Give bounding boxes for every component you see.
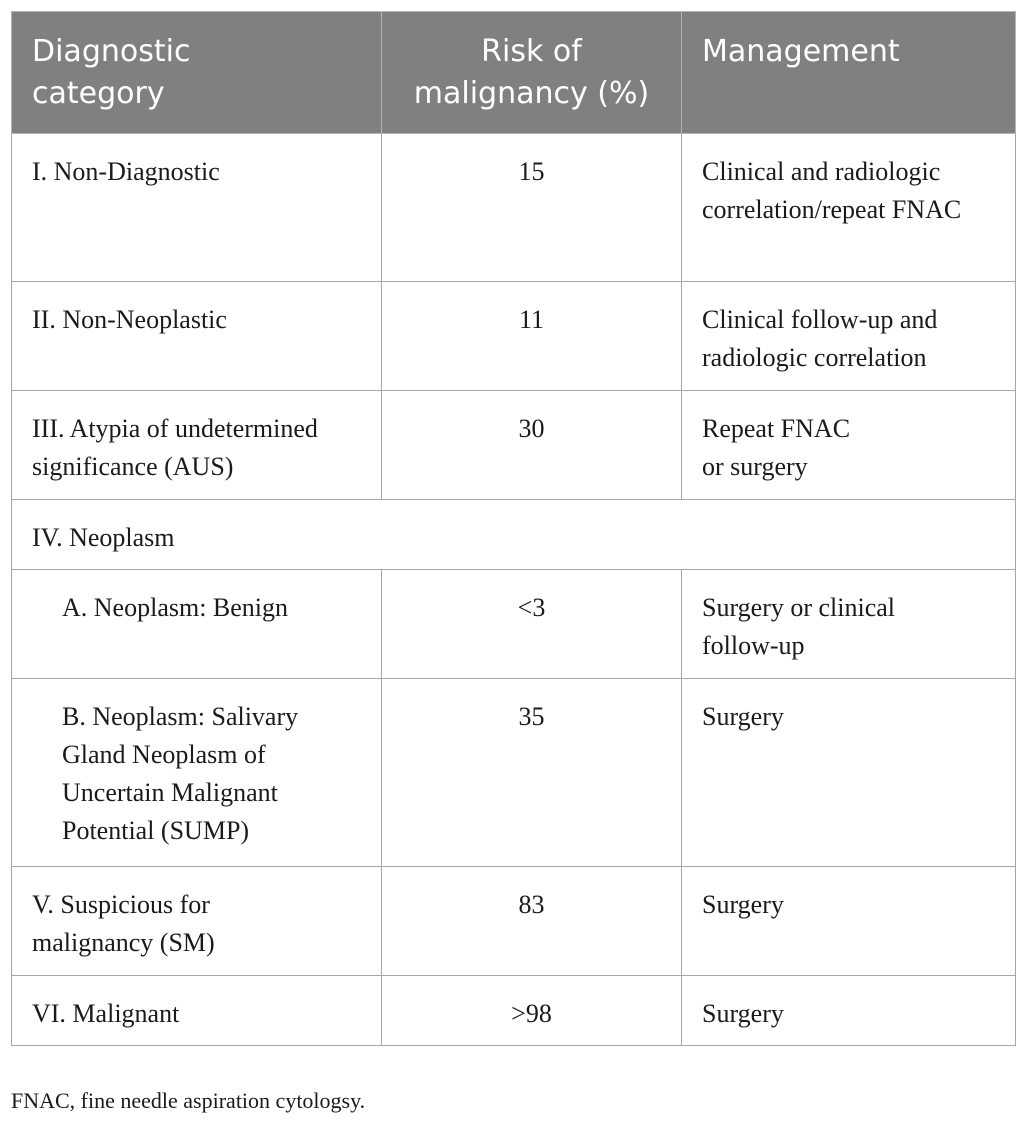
risk-cell: 35 [382,679,682,867]
table-row [12,570,1016,679]
category-cell: III. Atypia of undetermined significance (AUS) [12,391,382,500]
management-cell: Surgery or clinical follow-up [682,570,1016,679]
management-cell: Clinical and radiologic correlation/repeat FNAC [682,134,1016,282]
table-row [12,134,1016,282]
management-cell: Surgery [682,679,1016,867]
category-cell: A. Neoplasm: Benign [12,570,382,679]
risk-cell: 11 [382,282,682,391]
section-cell: IV. Neoplasm [12,500,1016,570]
table-row [12,679,1016,867]
management-cell: Repeat FNAC or surgery [682,391,1016,500]
risk-cell: <3 [382,570,682,679]
header-diagnostic-category: Diagnostic category [12,12,382,134]
table-row [12,867,1016,976]
risk-table [11,11,1016,1046]
management-cell: Surgery [682,976,1016,1046]
risk-cell: 30 [382,391,682,500]
management-cell: Surgery [682,867,1016,976]
table-header [12,12,1016,134]
header-management: Management [682,12,1016,134]
category-cell: I. Non-Diagnostic [12,134,382,282]
header-risk-of-malignancy: Risk of malignancy (%) [382,12,682,134]
category-cell: VI. Malignant [12,976,382,1046]
risk-cell: 83 [382,867,682,976]
category-cell: II. Non-Neoplastic [12,282,382,391]
management-cell: Clinical follow-up and radiologic correlation [682,282,1016,391]
risk-cell: >98 [382,976,682,1046]
table-footnote: FNAC, fine needle aspiration cytologsy. [11,1088,366,1113]
table-row [12,976,1016,1046]
table-row [12,500,1016,570]
category-cell: V. Suspicious for malignancy (SM) [12,867,382,976]
table-row [12,391,1016,500]
category-cell: B. Neoplasm: Salivary Gland Neoplasm of Uncertain Malignant Potential (SUMP) [12,679,382,867]
table-row [12,282,1016,391]
risk-cell: 15 [382,134,682,282]
